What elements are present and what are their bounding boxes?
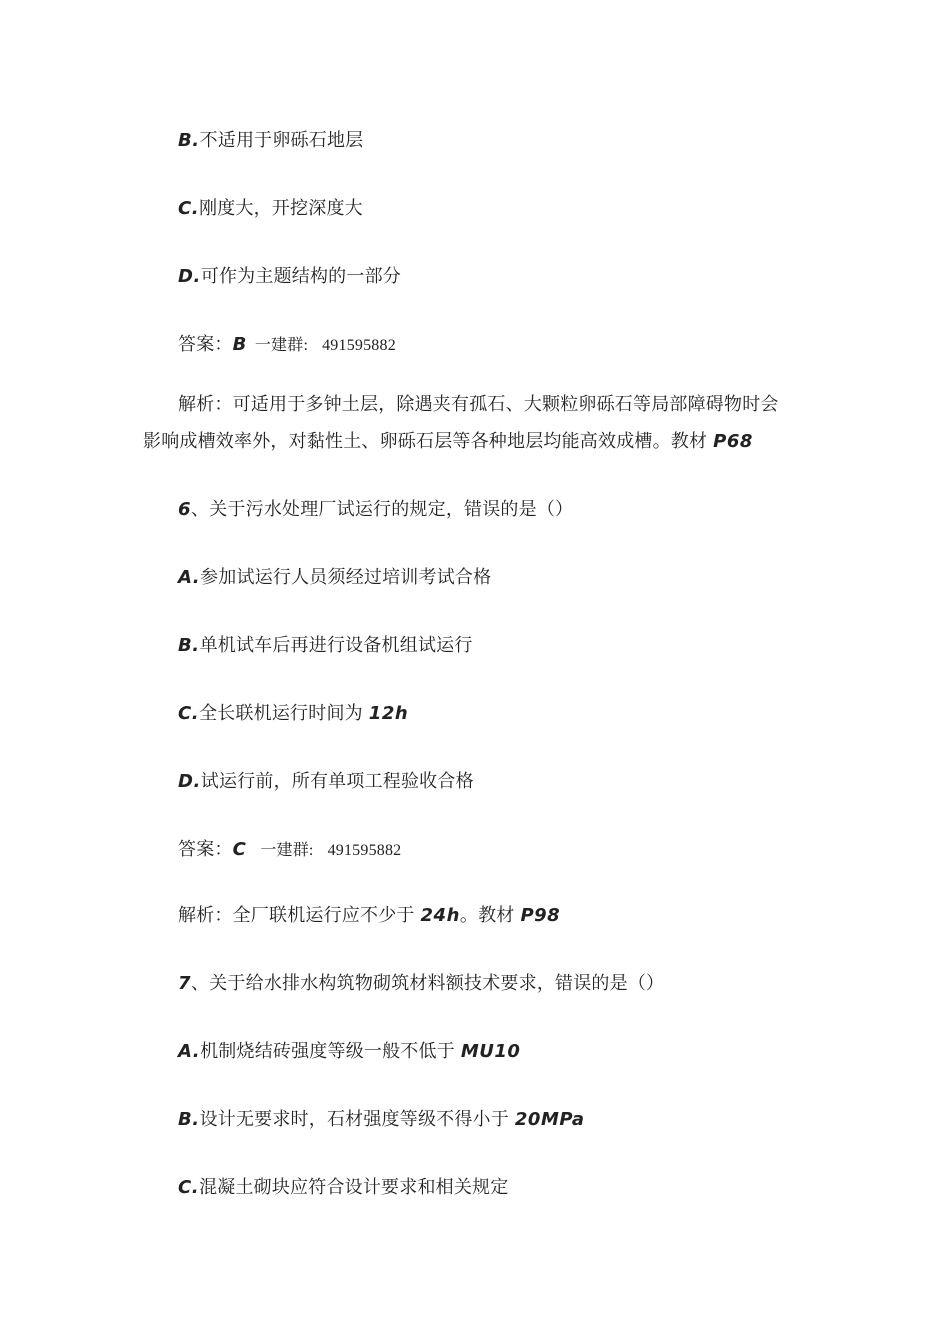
q7-option-a: [178, 1039, 520, 1065]
q5-analysis-line-1: [178, 392, 779, 418]
option-letter: C.: [178, 1177, 200, 1198]
q6-option-d: [178, 769, 474, 795]
question-text: 、关于给水排水构筑物砌筑材料额技术要求，错误的是（）: [191, 973, 665, 994]
group-number: 491595882: [322, 337, 396, 354]
answer-label: 答案：: [178, 839, 233, 860]
answer-value: C: [232, 839, 247, 860]
analysis-text-2: 。教材: [459, 905, 521, 926]
q6-analysis: [178, 903, 560, 929]
analysis-text: 影响成槽效率外，对黏性土、卵砾石层等各种地层均能高效成槽。教材: [143, 431, 714, 452]
option-text: 不适用于卵砾石地层: [199, 130, 364, 151]
textbook-page-ref: P98: [520, 905, 561, 926]
answer-value: B: [232, 334, 247, 355]
group-label: 一建群:: [260, 842, 314, 859]
answer-label: 答案：: [178, 334, 233, 355]
q6-option-c: [178, 701, 408, 727]
question-text: 、关于污水处理厂试运行的规定，错误的是（）: [191, 499, 574, 520]
option-letter: D.: [178, 771, 201, 792]
q7-stem: [178, 971, 664, 997]
question-number: 7: [178, 973, 192, 994]
option-letter: B.: [178, 130, 200, 151]
option-text: 单机试车后再进行设备机组试运行: [199, 635, 473, 656]
option-letter: B.: [178, 635, 200, 656]
q6-option-a: [178, 565, 491, 591]
q7-option-b: [178, 1107, 585, 1133]
q5-answer: [178, 332, 396, 359]
option-letter: A.: [178, 567, 201, 588]
q5-option-c: [178, 196, 363, 222]
option-text: 参加试运行人员须经过培训考试合格: [200, 567, 492, 588]
option-text: 混凝土砌块应符合设计要求和相关规定: [199, 1177, 509, 1198]
option-letter: C.: [178, 198, 200, 219]
q6-answer: [178, 837, 401, 864]
option-value: MU10: [460, 1041, 521, 1062]
group-label: 一建群:: [254, 337, 309, 354]
option-letter: D.: [178, 266, 201, 287]
option-text: 机制烧结砖强度等级一般不低于: [200, 1041, 461, 1062]
question-number: 6: [178, 499, 192, 520]
option-text: 试运行前，所有单项工程验收合格: [200, 771, 474, 792]
q6-option-b: [178, 633, 473, 659]
q7-option-c: [178, 1175, 508, 1201]
option-letter: A.: [178, 1041, 201, 1062]
q5-option-d: [178, 264, 401, 290]
q5-option-b: [178, 128, 363, 154]
option-letter: C.: [178, 703, 200, 724]
textbook-page-ref: P68: [713, 431, 753, 452]
option-value: 12h: [368, 703, 409, 724]
option-value: 20MPa: [514, 1109, 585, 1130]
option-text: 全长联机运行时间为: [199, 703, 369, 724]
option-text: 可作为主题结构的一部分: [200, 266, 401, 287]
analysis-value: 24h: [420, 905, 460, 926]
analysis-text: 解析：可适用于多钟土层，除遇夹有孤石、大颗粒卵砾石等局部障碍物时会: [178, 394, 779, 415]
analysis-text: 解析：全厂联机运行应不少于: [178, 905, 421, 926]
q6-stem: [178, 497, 573, 523]
option-text: 刚度大，开挖深度大: [199, 198, 363, 219]
option-text: 设计无要求时，石材强度等级不得小于: [199, 1109, 515, 1130]
q5-analysis-line-2: [143, 429, 753, 455]
option-letter: B.: [178, 1109, 200, 1130]
group-number: 491595882: [327, 842, 402, 859]
